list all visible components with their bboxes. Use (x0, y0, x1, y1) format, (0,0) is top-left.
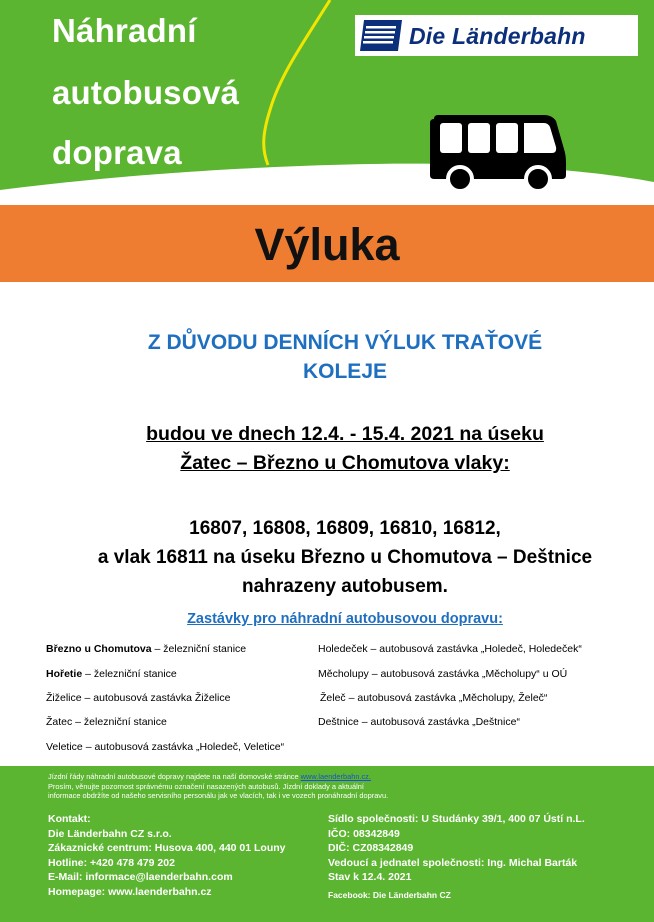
stop-left-3 (46, 692, 230, 704)
notice-trains (40, 514, 650, 601)
note-line-1: Jízdní řády náhradní autobusové dopravy najdete na naší domovské stránce www.laenderbahn.cz. (48, 772, 371, 781)
notice-headline (60, 328, 630, 386)
stop-right-1 (318, 643, 582, 655)
die-landerbahn-logo-mark (358, 18, 404, 53)
headline-line-1: Z DŮVODU DENNÍCH VÝLUK TRAŤOVÉ (147, 331, 543, 354)
stops-heading: Zastávky pro náhradní autobusovou dopravu: (187, 611, 503, 627)
trains-line-1: 16807, 16808, 16809, 16810, 16812, (189, 518, 501, 539)
seat-status-date: Stav k 12.4. 2021 (328, 871, 412, 883)
trains-line-2: a vlak 16811 na úseku Březno u Chomutova – Deštnice (97, 547, 593, 568)
stop-desc: Holedeček – autobusová zastávka „Holedeč, Holedeček“ (318, 643, 582, 655)
stop-name: Hořetie (46, 668, 83, 680)
trains-line-3: nahrazeny autobusem. (242, 576, 448, 597)
stop-desc: Žatec – železniční stanice (46, 716, 167, 728)
stop-desc: Želeč – autobusová zastávka „Měcholupy, Želeč“ (320, 692, 548, 704)
seat-dic: DIČ: CZ08342849 (328, 842, 414, 854)
note-line-3: informace obdržíte od našeho servisního personálu jak ve vlacích, tak i ve vozech pronáhradní dopravu. (48, 791, 389, 800)
stop-desc: – železniční stanice (151, 643, 247, 655)
title-line-1: Náhradní (52, 12, 197, 49)
seat-ico: IČO: 08342849 (328, 827, 400, 840)
stop-desc: Žiželice – autobusová zastávka Žiželice (46, 692, 231, 704)
contact-company: Die Länderbahn CZ s.r.o. (48, 827, 172, 840)
footer (0, 766, 654, 922)
contact-hotline: Hotline: +420 478 479 202 (48, 856, 175, 869)
company-logo (355, 15, 638, 56)
dates-line-2: Žatec – Březno u Chomutova vlaky: (180, 452, 510, 474)
bus-icon (426, 113, 571, 193)
company-seat-block (328, 812, 585, 902)
seat-address: Sídlo společnosti: U Studánky 39/1, 400 07 Ústí n.L. (328, 813, 585, 825)
stop-name: Březno u Chomutova (46, 643, 152, 655)
footer-note (48, 772, 468, 801)
header (0, 0, 654, 205)
stop-right-3 (320, 692, 547, 704)
dates-line-1: budou ve dnech 12.4. - 15.4. 2021 na úseku (146, 423, 544, 445)
notice-dates (60, 420, 630, 478)
note-line-2: Prosím, věnujte pozornost správnému označení nasazených autobusů. Jízdní doklady a aktuální (48, 781, 364, 791)
banner-title: Výluka (254, 219, 400, 270)
title-line-2: autobusová (52, 74, 240, 111)
stop-desc: Měcholupy – autobusová zastávka „Měcholupy“ u OÚ (318, 668, 568, 680)
stop-right-2 (318, 668, 567, 680)
stop-left-4 (46, 716, 167, 728)
seat-facebook[interactable]: Facebook: Die Länderbahn CZ (328, 889, 451, 900)
stop-desc: Deštnice – autobusová zastávka „Deštnice“ (318, 716, 520, 728)
website-link[interactable]: www.laenderbahn.cz. (300, 772, 371, 781)
stop-desc: – železniční stanice (82, 668, 177, 680)
contact-homepage[interactable]: Homepage: www.laenderbahn.cz (48, 885, 212, 898)
stop-desc: Veletice – autobusová zastávka „Holedeč, Veletice“ (46, 741, 285, 753)
stop-left-5 (46, 741, 284, 753)
headline-line-2: KOLEJE (302, 360, 388, 383)
seat-director: Vedoucí a jednatel společnosti: Ing. Michal Barták (328, 856, 578, 869)
contact-center: Zákaznické centrum: Husova 400, 440 01 Louny (48, 842, 286, 854)
stop-right-4 (318, 716, 520, 728)
contact-email[interactable]: E-Mail: informace@laenderbahn.com (48, 871, 233, 883)
stop-left-2 (46, 668, 177, 680)
stop-left-1 (46, 643, 246, 655)
logo-text: Die Länderbahn (409, 23, 586, 49)
contact-block (48, 812, 286, 899)
title-line-3: doprava (52, 134, 182, 171)
contact-heading: Kontakt: (48, 813, 91, 825)
